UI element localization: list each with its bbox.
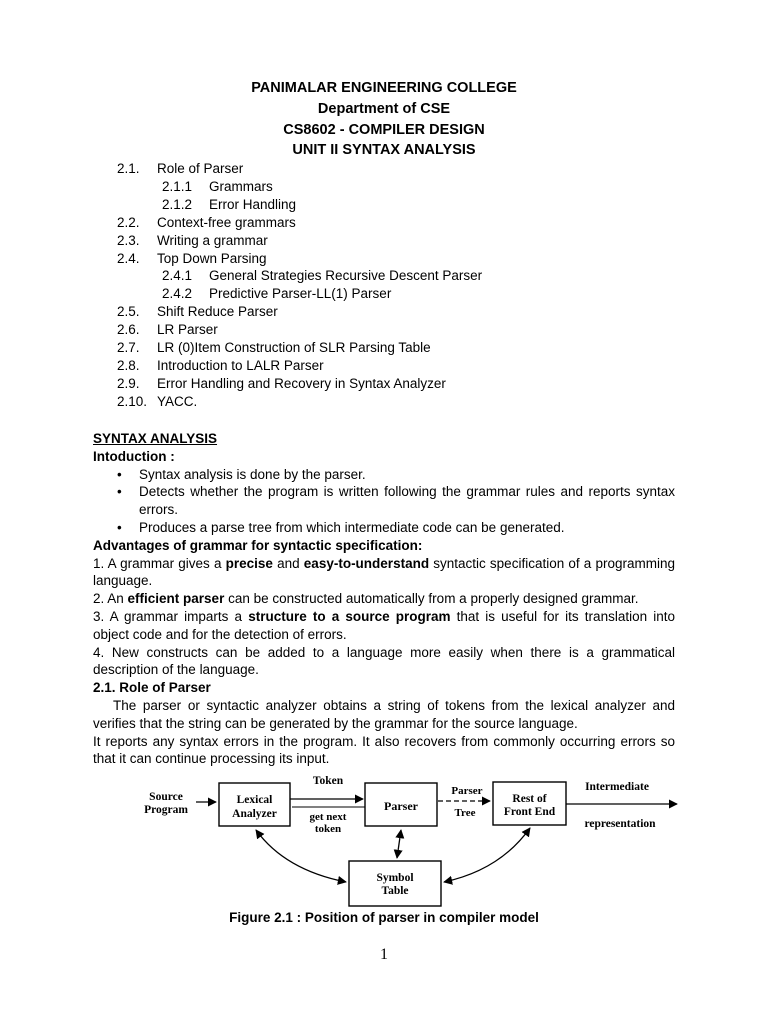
front-end-symbol-arrow bbox=[444, 828, 530, 882]
introduction-list bbox=[93, 466, 675, 537]
figure-caption: Figure 2.1 : Position of parser in compiler model bbox=[229, 910, 539, 925]
toc-item-number: 2.1. bbox=[117, 161, 140, 176]
advantage-paragraph-3: 3. A grammar imparts a structure to a source program that is useful for its translation into object code and for the detection of errors. bbox=[93, 608, 675, 642]
list-item: • Detects whether the program is written following the grammar rules and reports syntax errors. bbox=[117, 484, 675, 518]
toc-item-label: Error Handling and Recovery in Syntax Analyzer bbox=[157, 375, 446, 391]
toc-item-number: 2.9. bbox=[117, 375, 140, 391]
toc-item-label: Top Down Parsing bbox=[157, 250, 267, 266]
symbol-table-label-2: Table bbox=[381, 885, 409, 897]
intermediate-label: Intermediate bbox=[585, 781, 649, 793]
toc-item-number: 2.4.2 bbox=[162, 286, 193, 302]
toc-item-label: Error Handling bbox=[209, 196, 297, 212]
get-next-token-label-2: token bbox=[314, 823, 342, 835]
page-number: 1 bbox=[380, 946, 388, 963]
syntax-analysis-section bbox=[93, 430, 675, 768]
toc-item-number: 2.6. bbox=[117, 322, 140, 338]
toc-item-number: 2.2. bbox=[117, 214, 140, 230]
source-program-label-2: Program bbox=[144, 804, 188, 816]
toc-item-number: 2.1.2 bbox=[162, 196, 193, 212]
rest-of-front-end-label-2: Front End bbox=[503, 806, 556, 818]
toc-item-label: General Strategies Recursive Descent Parser bbox=[209, 268, 483, 284]
get-next-token-label: get next bbox=[309, 811, 347, 823]
syntax-analysis-heading: SYNTAX ANALYSIS bbox=[93, 431, 218, 446]
toc-item-number: 2.1.1 bbox=[162, 178, 193, 194]
symbol-table-label: Symbol bbox=[376, 872, 414, 884]
toc-item-number: 2.4. bbox=[117, 250, 140, 266]
toc-item-label: LR (0)Item Construction of SLR Parsing Table bbox=[157, 340, 431, 355]
advantage-paragraph-2: 2. An efficient parser can be constructed automatically from a properly designed grammar. bbox=[93, 591, 639, 607]
token-label: Token bbox=[312, 775, 344, 787]
role-paragraph-1: The parser or syntactic analyzer obtains a string of tokens from the lexical analyzer and verifies that the string can be generated by the grammar for the source language. bbox=[93, 697, 675, 731]
toc-item-label: Role of Parser bbox=[157, 161, 244, 176]
toc-item-label: LR Parser bbox=[157, 322, 218, 338]
source-program-label: Source bbox=[149, 791, 183, 803]
parse-tree-label-2: Tree bbox=[454, 807, 476, 819]
toc-item-label: Grammars bbox=[209, 178, 273, 194]
toc-item-label: YACC. bbox=[157, 393, 198, 409]
toc-item-number: 2.5. bbox=[117, 304, 140, 320]
rest-of-front-end-label: Rest of bbox=[512, 793, 547, 805]
list-item: • Produces a parse tree from which intermediate code can be generated. bbox=[117, 519, 565, 535]
lexical-analyzer-label: Lexical bbox=[236, 794, 273, 806]
toc-item-label: Introduction to LALR Parser bbox=[157, 357, 324, 373]
toc-item-label: Context-free grammars bbox=[157, 214, 296, 230]
representation-label: representation bbox=[584, 818, 656, 830]
department-title: Department of CSE bbox=[317, 101, 451, 117]
parse-tree-label: Parser bbox=[451, 785, 483, 797]
role-paragraph-2: It reports any syntax errors in the program. It also recovers from commonly occurring errors so that it can continue processing its input. bbox=[93, 733, 675, 767]
parser-symbol-arrow bbox=[397, 830, 401, 858]
parser-compiler-model-diagram bbox=[0, 770, 768, 910]
introduction-heading: Intoduction : bbox=[93, 448, 175, 464]
advantages-heading: Advantages of grammar for syntactic specification: bbox=[93, 537, 423, 553]
unit-title: UNIT II SYNTAX ANALYSIS bbox=[292, 142, 476, 158]
toc-item-number: 2.3. bbox=[117, 232, 140, 248]
advantage-paragraph-4: 4. New constructs can be added to a language more easily when there is a grammatical description of the language. bbox=[93, 644, 675, 678]
lexical-analyzer-label-2: Analyzer bbox=[232, 808, 277, 820]
lexical-symbol-arrow bbox=[256, 830, 346, 882]
toc-item-number: 2.7. bbox=[117, 340, 140, 355]
toc-item-number: 2.4.1 bbox=[162, 268, 193, 284]
list-item: • Syntax analysis is done by the parser. bbox=[117, 466, 366, 482]
toc-item-label: Writing a grammar bbox=[157, 232, 268, 248]
toc-item-label: Shift Reduce Parser bbox=[157, 304, 278, 320]
parser-label: Parser bbox=[384, 799, 418, 813]
role-of-parser-heading: 2.1. Role of Parser bbox=[93, 680, 211, 696]
toc-item-number: 2.8. bbox=[117, 357, 140, 373]
course-title: CS8602 - COMPILER DESIGN bbox=[283, 122, 485, 138]
advantage-paragraph-1: 1. A grammar gives a precise and easy-to-understand syntactic specification of a programming language. bbox=[93, 555, 676, 589]
college-title: PANIMALAR ENGINEERING COLLEGE bbox=[251, 80, 517, 96]
toc-item-label: Predictive Parser-LL(1) Parser bbox=[209, 286, 392, 302]
toc-item-number: 2.10. bbox=[117, 393, 148, 409]
